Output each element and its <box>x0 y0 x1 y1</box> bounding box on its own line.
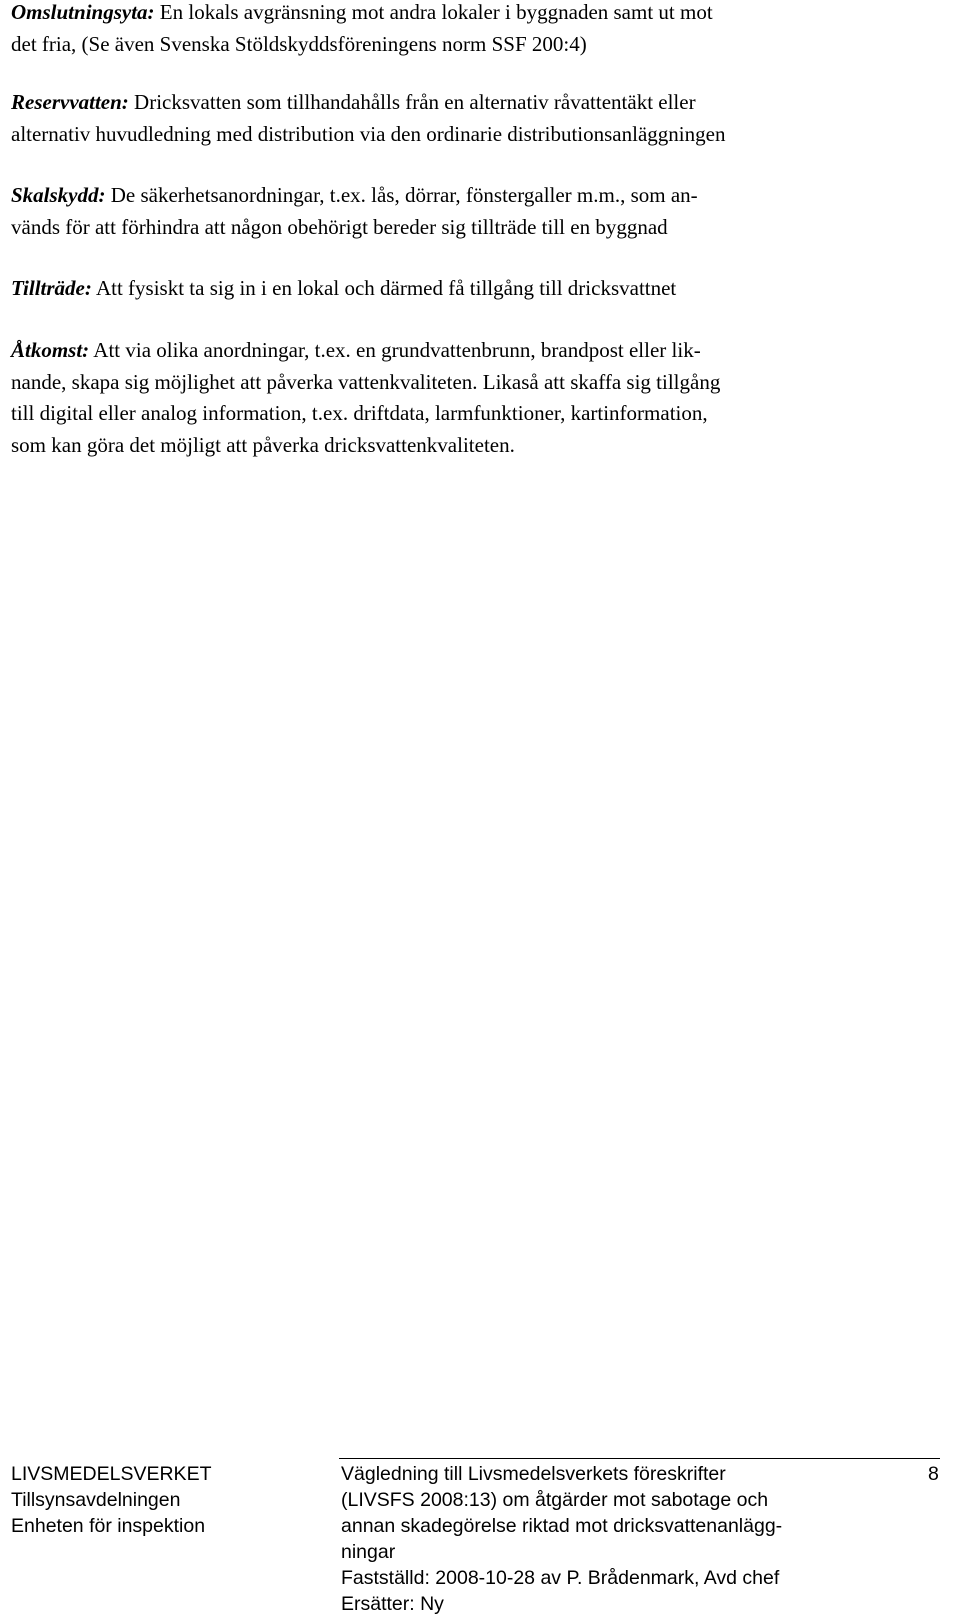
definition-text: nande, skapa sig möjlighet att påverka vattenkvaliteten. Likaså att skaffa sig tillgång <box>11 369 721 394</box>
footer-document-info <box>341 1461 782 1617</box>
definition-text: som kan göra det möjligt att påverka dricksvattenkvaliteten. <box>11 432 515 457</box>
definition-reservvatten <box>11 87 725 150</box>
definition-term: Tillträde: <box>11 276 92 300</box>
definition-text: det fria, (Se även Svenska Stöldskyddsföreningens norm SSF 200:4) <box>11 31 587 56</box>
footer-organization <box>11 1461 211 1539</box>
definition-text: till digital eller analog information, t.ex. driftdata, larmfunktioner, kartinformation, <box>11 401 708 425</box>
definition-text: Dricksvatten som tillhandahålls från en alternativ råvattentäkt eller <box>128 90 696 114</box>
definition-term: Åtkomst: <box>11 338 90 362</box>
footer-replaces: Ersätter: Ny <box>341 1593 444 1615</box>
definition-term: Omslutningsyta: <box>11 0 155 24</box>
definition-text: En lokals avgränsning mot andra lokaler i byggnaden samt ut mot <box>154 0 713 24</box>
footer-approval: Fastställd: 2008-10-28 av P. Brådenmark, Avd chef <box>341 1567 780 1589</box>
definition-skalskydd <box>11 180 698 243</box>
definition-text: Att fysiskt ta sig in i en lokal och därmed få tillgång till dricksvattnet <box>91 276 677 300</box>
definition-term: Reservvatten: <box>11 90 129 114</box>
footer-org-name: LIVSMEDELSVERKET <box>11 1463 212 1485</box>
definition-tilltrade <box>11 273 676 305</box>
footer-doc-line: Vägledning till Livsmedelsverkets föreskrifter <box>341 1463 726 1485</box>
definition-text: Att via olika anordningar, t.ex. en grundvattenbrunn, brandpost eller lik- <box>89 338 701 362</box>
definition-term: Skalskydd: <box>11 183 106 207</box>
footer-doc-line: (LIVSFS 2008:13) om åtgärder mot sabotage och <box>341 1489 769 1511</box>
definition-text: De säkerhetsanordningar, t.ex. lås, dörrar, fönstergaller m.m., som an- <box>105 183 698 207</box>
footer-divider <box>339 1458 940 1459</box>
page-number: 8 <box>928 1463 939 1485</box>
footer-doc-line: annan skadegörelse riktad mot dricksvattenanlägg- <box>341 1515 783 1537</box>
definition-atkomst <box>11 335 720 461</box>
footer-unit: Enheten för inspektion <box>11 1515 206 1537</box>
footer-department: Tillsynsavdelningen <box>11 1489 181 1511</box>
footer-doc-line: ningar <box>341 1541 396 1563</box>
definition-text: vänds för att förhindra att någon obehörigt bereder sig tillträde till en byggnad <box>11 214 668 239</box>
definition-text: alternativ huvudledning med distribution via den ordinarie distributionsanläggningen <box>11 121 726 146</box>
definition-omslutningsyta <box>11 0 713 60</box>
